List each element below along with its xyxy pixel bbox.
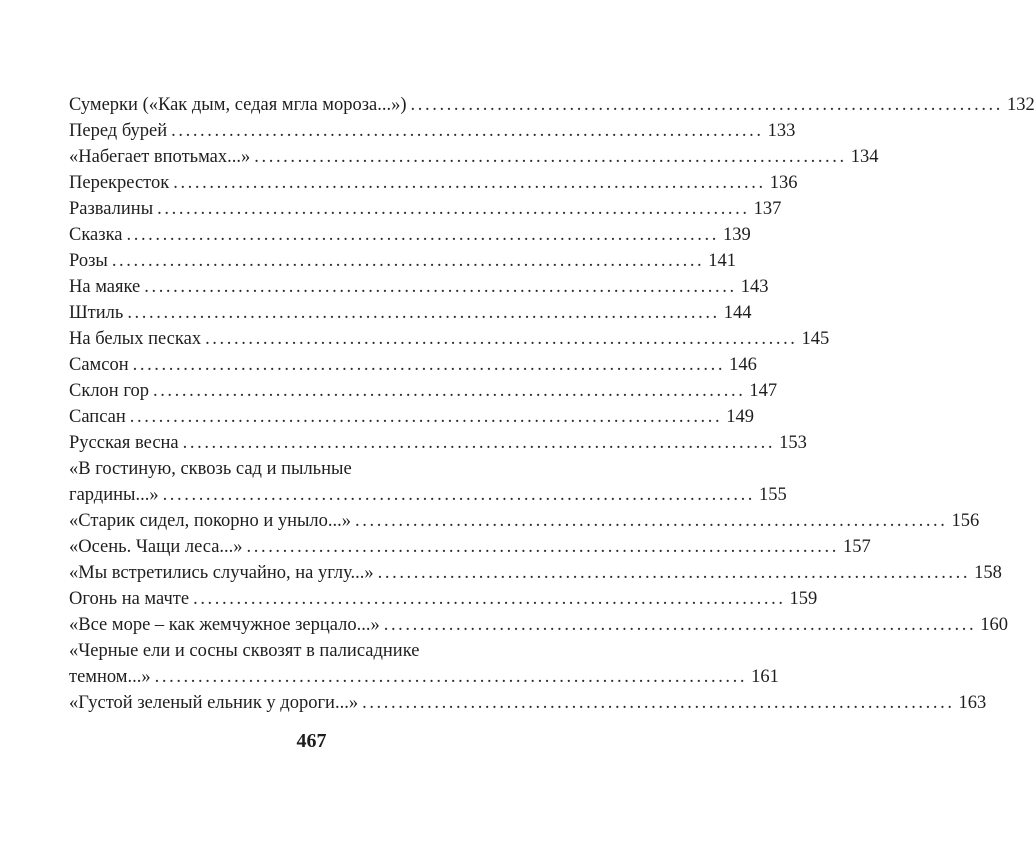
toc-entry-page: 147 (749, 381, 778, 401)
toc-entry-page: 141 (708, 251, 737, 271)
toc-entry-title-line1: «Черные ели и сосны сквозят в палисаднике (69, 641, 420, 661)
toc-entry-title: «Старик сидел, покорно и уныло...» (69, 511, 352, 531)
toc-entry-title-line1: «В гостиную, сквозь сад и пыльные (69, 459, 352, 479)
toc-entry-title: Сказка (69, 225, 123, 245)
dot-leader: .................................................................................. (193, 589, 786, 609)
toc-entry-page: 145 (801, 329, 830, 349)
dot-leader: .................................................................................. (254, 147, 847, 167)
toc-entry-title: Перед бурей (69, 121, 168, 141)
dot-leader: .................................................................................. (152, 381, 746, 401)
toc-entry-title: Перекресток (69, 173, 170, 193)
toc-entry-page: 144 (723, 303, 752, 323)
page-number: 467 (296, 730, 327, 752)
toc-entry (69, 456, 787, 508)
toc-entry-title: Сапсан (69, 407, 126, 427)
toc-entry-title: «Все море – как жемчужное зерцало...» (69, 615, 380, 635)
toc-entry-title: Самсон (69, 355, 129, 375)
toc-entry (69, 534, 871, 560)
toc-entry-page: 153 (779, 433, 807, 453)
toc-entry (69, 248, 737, 274)
toc-entry-title: Развалины (69, 199, 154, 219)
toc-entry-page: 160 (980, 615, 1008, 635)
toc-entry-page: 158 (974, 563, 1002, 583)
dot-leader: .................................................................................. (154, 667, 748, 687)
dot-leader: .................................................................................. (383, 615, 977, 635)
dot-leader: .................................................................................. (126, 225, 719, 245)
dot-leader: .................................................................................. (377, 563, 971, 583)
dot-leader: .................................................................................. (355, 511, 948, 531)
dot-leader: .................................................................................. (246, 537, 839, 557)
dot-leader: .................................................................................. (162, 485, 756, 505)
toc-entry (69, 612, 1008, 638)
toc-entry (69, 222, 751, 248)
toc-entry-title: «Мы встретились случайно, на углу...» (69, 563, 374, 583)
toc-entry (69, 430, 807, 456)
toc-entry-page: 143 (740, 277, 769, 297)
toc-entry (69, 92, 1035, 118)
toc-entry (69, 378, 778, 404)
toc-entry-page: 157 (842, 537, 871, 557)
toc-entry-page: 136 (769, 173, 798, 193)
toc-entry-page: 155 (759, 485, 787, 505)
dot-leader: .................................................................................. (129, 407, 723, 427)
toc-entry-title: Русская весна (69, 433, 179, 453)
toc-entry-line2 (69, 482, 787, 508)
toc-entry (69, 300, 752, 326)
toc-entry-title: «Набегает впотьмах...» (69, 147, 251, 167)
dot-leader: .................................................................................. (205, 329, 798, 349)
toc-entry-title: «Густой зеленый ельник у дороги...» (69, 693, 359, 713)
toc-entry-title: «Осень. Чащи леса...» (69, 537, 243, 557)
dot-leader: .................................................................................. (132, 355, 726, 375)
toc-entry-page: 139 (722, 225, 751, 245)
dot-leader: .................................................................................. (144, 277, 737, 297)
toc-entry (69, 638, 779, 690)
toc-entry-title-line2: гардины...» (69, 485, 159, 505)
toc-entry-title: На белых песках (69, 329, 202, 349)
toc-entry (69, 586, 818, 612)
toc-entry (69, 118, 796, 144)
dot-leader: .................................................................................. (362, 693, 955, 713)
toc-entry (69, 352, 757, 378)
toc-entry (69, 170, 798, 196)
toc-entry (69, 690, 987, 716)
toc-entry-page: 134 (850, 147, 879, 167)
toc-entry (69, 196, 782, 222)
toc-entry-title: Склон гор (69, 381, 149, 401)
toc-entry-page: 133 (767, 121, 796, 141)
toc-entry-title: Огонь на мачте (69, 589, 190, 609)
toc-entry (69, 144, 879, 170)
toc-entry-page: 146 (729, 355, 757, 375)
toc-entry (69, 274, 769, 300)
toc-entry-page: 163 (958, 693, 987, 713)
toc-entry-page: 149 (726, 407, 754, 427)
toc-entry (69, 560, 1002, 586)
toc-entry-page: 156 (951, 511, 980, 531)
dot-leader: .................................................................................. (410, 95, 1003, 115)
toc-entry-page: 161 (751, 667, 779, 687)
toc-entry-page: 159 (789, 589, 818, 609)
toc-entry-title: На маяке (69, 277, 141, 297)
dot-leader: .................................................................................. (173, 173, 766, 193)
dot-leader: .................................................................................. (182, 433, 776, 453)
dot-leader: .................................................................................. (157, 199, 750, 219)
toc-entry (69, 508, 980, 534)
toc-entry-page: 137 (753, 199, 782, 219)
toc-entry-page: 132 (1007, 95, 1035, 115)
toc-entry-title: Сумерки («Как дым, седая мгла мороза...») (69, 95, 407, 115)
toc-entry-title: Штиль (69, 303, 124, 323)
dot-leader: .................................................................................. (171, 121, 764, 141)
dot-leader: .................................................................................. (127, 303, 720, 323)
table-of-contents (69, 92, 1035, 716)
dot-leader: .................................................................................. (111, 251, 705, 271)
toc-entry-title-line2: темном...» (69, 667, 151, 687)
toc-entry-title: Розы (69, 251, 108, 271)
toc-entry (69, 326, 830, 352)
toc-entry-line2 (69, 664, 779, 690)
toc-entry (69, 404, 754, 430)
